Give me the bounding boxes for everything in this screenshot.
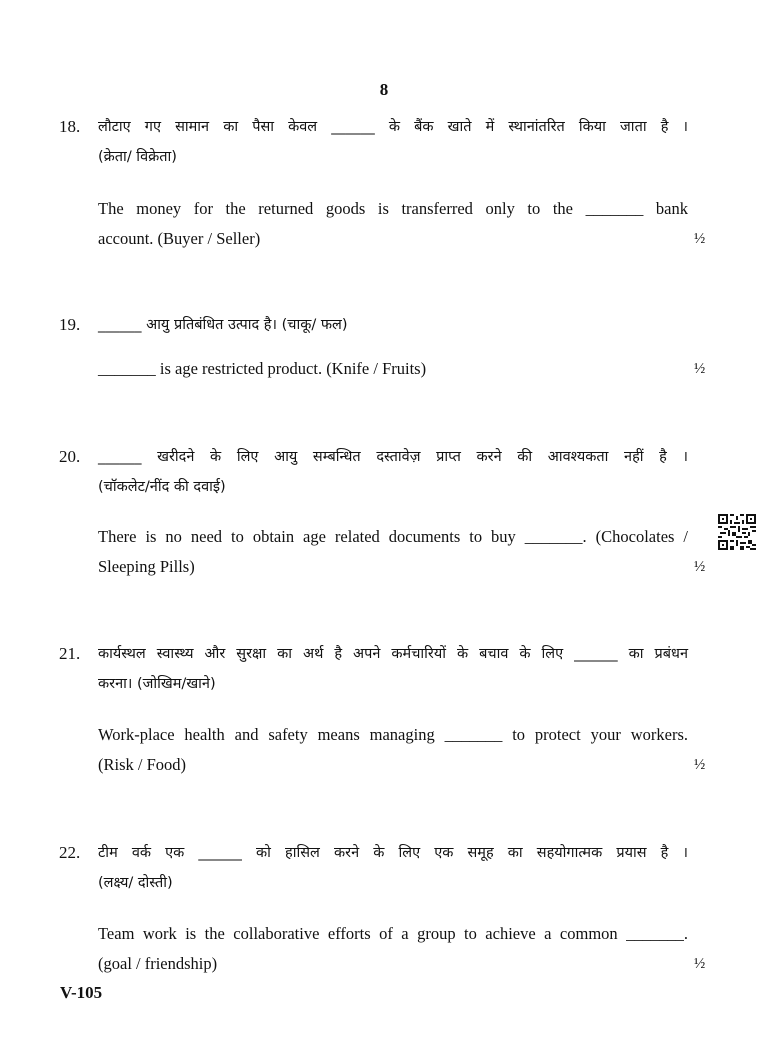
question-english-line: (goal / friendship) bbox=[98, 954, 218, 973]
qr-code-icon bbox=[718, 514, 756, 550]
question-hindi-line: ______ आयु प्रतिबंधित उत्पाद है। (चाकू/ फल) bbox=[98, 317, 348, 333]
question-marks: ½ bbox=[694, 361, 706, 377]
question-english-line: _______ is age restricted product. (Knife / Fruits) bbox=[98, 359, 427, 378]
question-hindi-options: (चॉकलेट/नींद की दवाई) bbox=[98, 479, 226, 495]
question-number: 22. bbox=[59, 843, 81, 862]
question-english-line: (Risk / Food) bbox=[98, 755, 187, 774]
question-english-line: The money for the returned goods is transferred only to the _______ bank bbox=[98, 199, 688, 218]
question-hindi-line: कार्यस्थल स्वास्थ्य और सुरक्षा का अर्थ है अपने कर्मचारियों के बचाव के लिए ______ का प्रबंधन bbox=[98, 646, 688, 662]
question-marks: ½ bbox=[694, 956, 706, 972]
question-hindi-options: (लक्ष्य/ दोस्ती) bbox=[98, 875, 173, 891]
question-english-line: account. (Buyer / Seller) bbox=[98, 229, 261, 248]
question-hindi-line: लौटाए गए सामान का पैसा केवल ______ के बैंक खाते में स्थानांतरित किया जाता है । bbox=[98, 119, 688, 135]
question-english-line: Team work is the collaborative efforts of a group to achieve a common _______. bbox=[98, 924, 688, 943]
question-marks: ½ bbox=[694, 757, 706, 773]
question-hindi-line: टीम वर्क एक ______ को हासिल करने के लिए एक समूह का सहयोगात्मक प्रयास है । bbox=[98, 845, 688, 861]
question-english-line: Sleeping Pills) bbox=[98, 557, 195, 576]
question-english-line: There is no need to obtain age related documents to buy _______. (Chocolates / bbox=[98, 527, 688, 546]
question-hindi-line: ______ खरीदने के लिए आयु सम्बन्धित दस्तावेज़ प्राप्त करने की आवश्यकता नहीं है । bbox=[98, 449, 688, 465]
question-english-line: Work-place health and safety means managing _______ to protect your workers. bbox=[98, 725, 688, 744]
question-number: 21. bbox=[59, 644, 81, 663]
page-number: 8 bbox=[379, 80, 389, 99]
question-marks: ½ bbox=[694, 559, 706, 575]
paper-code: V-105 bbox=[60, 983, 103, 1002]
question-hindi-line: करना। (जोखिम/खाने) bbox=[98, 676, 216, 692]
question-number: 19. bbox=[59, 315, 81, 334]
question-marks: ½ bbox=[694, 231, 706, 247]
question-hindi-options: (क्रेता/ विक्रेता) bbox=[98, 149, 177, 165]
question-number: 20. bbox=[59, 447, 81, 466]
question-number: 18. bbox=[59, 117, 81, 136]
